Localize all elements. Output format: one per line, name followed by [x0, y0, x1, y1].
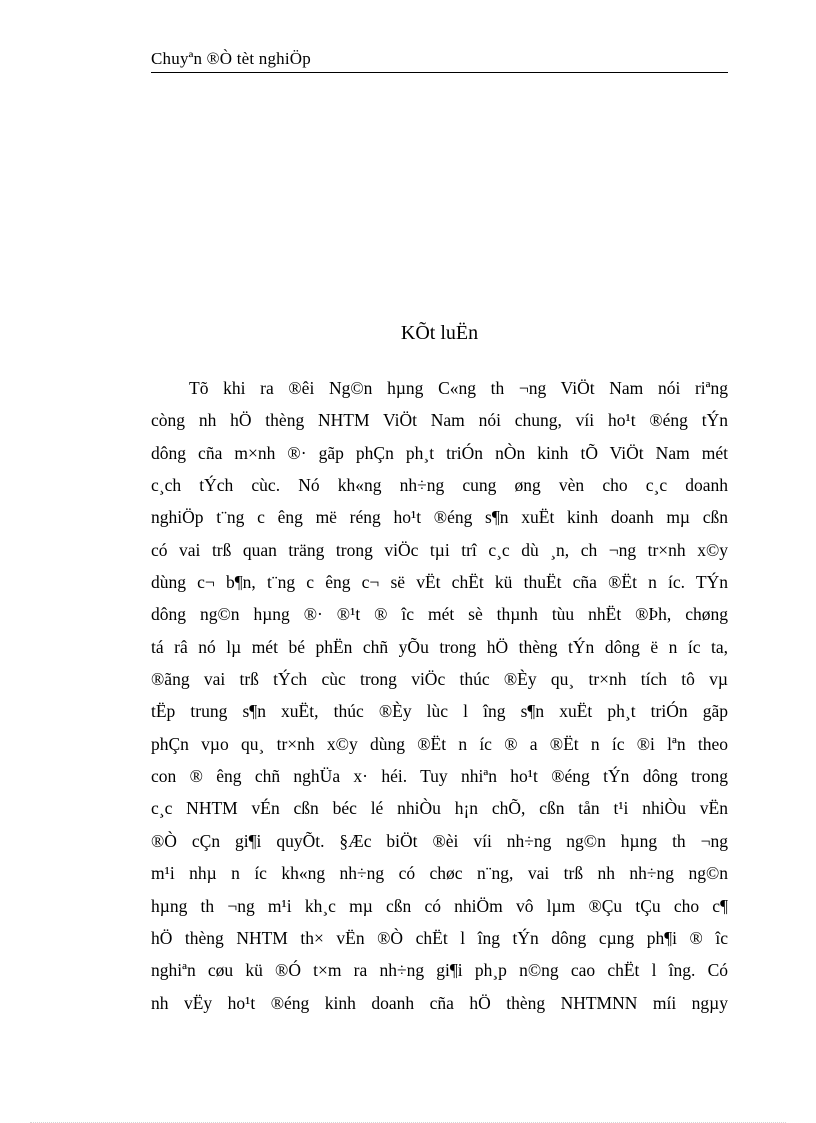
paragraph-line: nghiªn cøu kü ®Ó t×m ra nh÷ng gi¶i ph¸p n©ng cao chËt l îng. Có	[151, 960, 728, 981]
paragraph-line: phÇn vµo qu¸ tr×nh x©y dùng ®Ët n íc ® a ®Ët n íc ®i lªn theo	[151, 733, 728, 754]
paragraph-line: tá râ nó lµ mét bé phËn chñ yÕu trong hÖ thèng tÝn dông ë n íc ta,	[151, 636, 728, 657]
paragraph-line: ®ãng vai trß tÝch cùc trong viÖc thúc ®Èy qu¸ tr×nh tích tô vµ	[151, 669, 728, 690]
paragraph-line: có vai trß quan träng trong viÖc tµi trî c¸c dù ¸n, ch ¬ng tr×nh x©y	[151, 539, 728, 560]
paragraph-line: hµng th ¬ng m¹i kh¸c mµ cßn có nhiÖm vô lµm ®Çu tÇu cho c¶	[151, 895, 728, 916]
paragraph-line: nh vËy ho¹t ®éng kinh doanh cña hÖ thèng NHTMNN míi ngµy	[151, 992, 728, 1013]
paragraph-line: dùng c¬ b¶n, t¨ng c êng c¬ së vËt chËt kü thuËt cña ®Ët n íc. TÝn	[151, 572, 728, 593]
page-title: KÕt luËn	[400, 322, 479, 344]
paragraph-line: nghiÖp t¨ng c êng më réng ho¹t ®éng s¶n xuËt kinh doanh mµ cßn	[151, 507, 728, 528]
paragraph-line: m¹i nhµ n íc kh«ng nh÷ng có chøc n¨ng, vai trß nh nh÷ng ng©n	[151, 863, 728, 884]
paragraph-line: Tõ khi ra ®êi Ng©n hµng C«ng th ¬ng ViÖt Nam nói riªng	[189, 378, 728, 398]
paragraph-line: tËp trung s¶n xuËt, thúc ®Èy lùc l îng s¶n xuËt ph¸t triÓn gãp	[151, 701, 728, 722]
paragraph-line: dông cña m×nh ®· gãp phÇn ph¸t triÓn nÒn kinh tÕ ViÖt Nam mét	[151, 442, 728, 463]
paragraph-line: c¸ch tÝch cùc. Nó kh«ng nh÷ng cung øng vèn cho c¸c doanh	[151, 475, 728, 496]
paragraph-line: hÖ thèng NHTM th× vËn ®Ò chËt l îng tÝn dông cµng ph¶i ® îc	[151, 927, 728, 948]
running-header: Chuyªn ®Ò tèt nghiÖp	[151, 48, 728, 73]
paragraph-line: ®Ò cÇn gi¶i quyÕt. §Æc biÖt ®èi víi nh÷ng ng©n hµng th ¬ng	[151, 830, 728, 851]
body-paragraph	[151, 372, 728, 1019]
paragraph-line: còng nh hÖ thèng NHTM ViÖt Nam nói chung, víi ho¹t ®éng tÝn	[151, 410, 728, 431]
paragraph-line: c¸c NHTM vÉn cßn béc lé nhiÒu h¡n chÕ, cßn tån t¹i nhiÒu vËn	[151, 798, 728, 819]
paragraph-line: dông ng©n hµng ®· ®¹t ® îc mét sè thµnh tùu nhËt ®Þh, chøng	[151, 604, 728, 625]
paragraph-line: con ® êng chñ nghÜa x· héi. Tuy nhiªn ho¹t ®éng tÝn dông trong	[151, 766, 728, 787]
